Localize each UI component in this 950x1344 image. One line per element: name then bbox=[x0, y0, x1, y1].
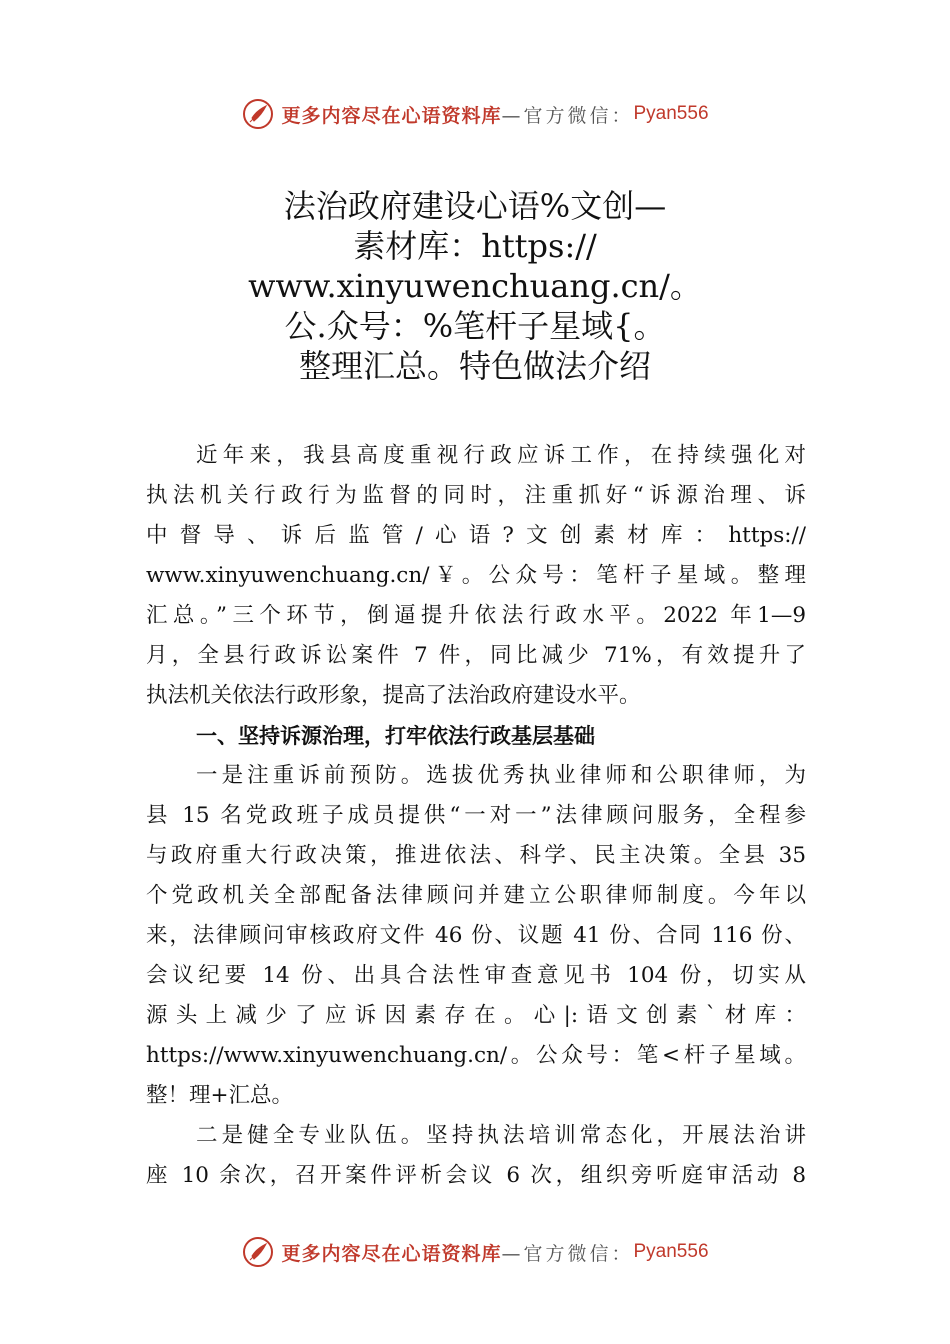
banner-gray-text: —官方微信： bbox=[501, 104, 634, 127]
document-body bbox=[146, 436, 806, 1196]
body-line: 会议纪要 14 份、出具合法性审查意见书 104 份，切实从 bbox=[146, 963, 806, 988]
banner-wechat-id: Pyan556 bbox=[633, 103, 709, 124]
body-line: 执法机关行政行为监督的同时，注重抓好“诉源治理、诉 bbox=[146, 483, 806, 508]
banner-wechat-id: Pyan556 bbox=[633, 1241, 709, 1262]
body-line: 座 10 余次，召开案件评析会议 6 次，组织旁听庭审活动 8 bbox=[146, 1163, 806, 1188]
header-banner bbox=[0, 94, 950, 134]
body-line: 整！理+汇总。 bbox=[146, 1083, 294, 1108]
body-line: 与政府重大行政决策，推进依法、科学、民主决策。全县 35 bbox=[146, 843, 806, 868]
body-line: https://www.xinyuwenchuang.cn/。公众号：笔<杆子星域。 bbox=[146, 1043, 806, 1068]
body-line: 个党政机关全部配备法律顾问并建立公职律师制度。今年以 bbox=[146, 883, 806, 908]
body-line: 一是注重诉前预防。选拔优秀执业律师和公职律师，为 bbox=[196, 763, 806, 788]
body-line: 中督导、诉后监管/心语?文创素材库：https:// bbox=[146, 523, 806, 548]
body-line: 汇总。”三个环节，倒逼提升依法行政水平。2022 年1—9 bbox=[146, 603, 806, 628]
body-line: 来，法律顾问审核政府文件 46 份、议题 41 份、合同 116 份、 bbox=[146, 923, 806, 948]
footer-banner bbox=[0, 1232, 950, 1272]
banner-gray-text: —官方微信： bbox=[501, 1242, 634, 1265]
document-title bbox=[150, 186, 800, 386]
body-line: 近年来，我县高度重视行政应诉工作，在持续强化对 bbox=[196, 443, 806, 468]
body-line: 县 15 名党政班子成员提供“一对一”法律顾问服务，全程参 bbox=[146, 803, 806, 828]
body-line: 源头上减少了应诉因素存在。心|:语文创素`材库： bbox=[146, 1003, 806, 1028]
body-line: 执法机关依法行政形象，提高了法治政府建设水平。 bbox=[146, 683, 641, 708]
section-heading: 一、坚持诉源治理，打牢依法行政基层基础 bbox=[196, 724, 595, 748]
body-line: 月，全县行政诉讼案件 7 件，同比减少 71%，有效提升了 bbox=[146, 643, 806, 668]
title-line: 公.众号：%笔杆子星域{。 bbox=[284, 307, 666, 345]
body-line: www.xinyuwenchuang.cn/￥。公众号：笔杆子星域。整理 bbox=[146, 563, 806, 588]
title-line: 法治政府建设心语%文创— bbox=[283, 187, 667, 225]
banner-red-text: 更多内容尽在心语资料库 bbox=[281, 104, 502, 127]
banner-red-text: 更多内容尽在心语资料库 bbox=[281, 1242, 502, 1265]
quill-logo-icon bbox=[241, 97, 275, 131]
title-line: 整理汇总。特色做法介绍 bbox=[298, 347, 651, 385]
body-line: 二是健全专业队伍。坚持执法培训常态化，开展法治讲 bbox=[196, 1123, 806, 1148]
quill-logo-icon bbox=[241, 1235, 275, 1269]
title-line: www.xinyuwenchuang.cn/。 bbox=[248, 267, 702, 305]
title-line: 素材库：https:// bbox=[353, 227, 597, 265]
